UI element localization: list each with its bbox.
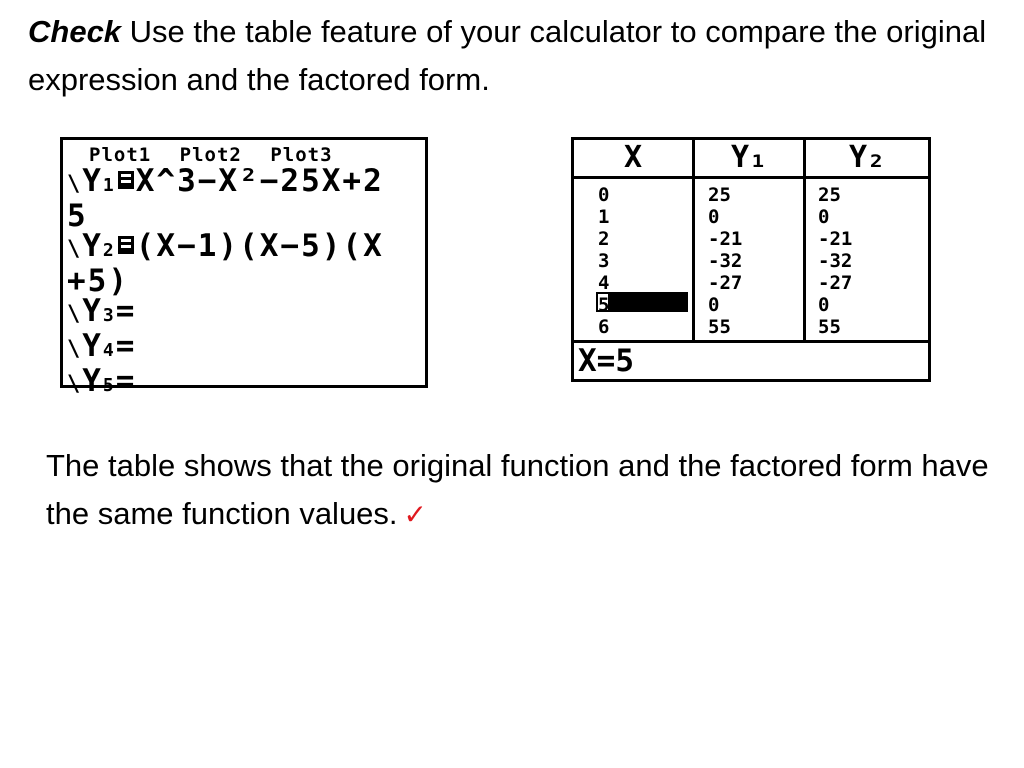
y2-value: -21 [818, 228, 853, 250]
y-var-subscript: 4 [102, 340, 116, 361]
y1-value: -27 [708, 272, 743, 294]
equation-line [67, 263, 425, 299]
column-divider [692, 140, 695, 340]
y1-column-header: Y₁ [730, 140, 768, 175]
y1-value: -21 [708, 228, 743, 250]
x-value: 6 [598, 316, 610, 338]
y-var-label: Y [82, 363, 103, 399]
selected-equals-icon [118, 236, 134, 254]
y-var-label: Y [82, 293, 103, 329]
equation-expression: 5 [67, 198, 88, 234]
heading-bold: Check [28, 14, 122, 49]
y2-value: 55 [818, 316, 841, 338]
column-divider [803, 140, 806, 340]
table-screen [571, 137, 931, 382]
equation-expression: +5) [67, 263, 129, 299]
conclusion-text: The table shows that the original function and the factored form have the same function values. [46, 448, 989, 531]
y-var-label: Y [82, 328, 103, 364]
style-icon: \ [67, 372, 83, 397]
equation-list [67, 163, 425, 401]
style-icon: \ [67, 237, 83, 262]
x-column [598, 184, 609, 338]
y1-value: 55 [708, 316, 731, 338]
y2-value: 0 [818, 294, 830, 316]
y-var-subscript: 5 [102, 375, 116, 396]
selected-equals-icon [118, 171, 134, 189]
equation-line [67, 163, 425, 201]
equation-expression: = [115, 328, 137, 364]
y-var-subscript: 1 [102, 175, 116, 196]
equation-line [67, 293, 425, 331]
heading [28, 8, 998, 104]
heading-text: Use the table feature of your calculator to compare the original expression and the factored form. [28, 14, 987, 97]
equation-expression: X^3−X²−25X+2 [135, 163, 384, 199]
equation-expression: (X−1)(X−5)(X [135, 228, 384, 264]
equation-line [67, 328, 425, 366]
style-icon: \ [67, 172, 83, 197]
y-var-subscript: 2 [102, 240, 116, 261]
y-var-subscript: 3 [102, 305, 116, 326]
plot1-label: Plot1 [89, 144, 152, 166]
y-editor-screen [60, 137, 428, 399]
checkmark-icon: ✓ [403, 499, 428, 530]
plot2-label: Plot2 [179, 144, 242, 166]
equation-line [67, 198, 425, 234]
y1-value: 0 [708, 294, 720, 316]
y2-column-header: Y₂ [848, 140, 886, 175]
y2-value: -32 [818, 250, 853, 272]
style-icon: \ [67, 302, 83, 327]
equation-line [67, 363, 425, 401]
x-value: 3 [598, 250, 610, 272]
y2-value: -27 [818, 272, 853, 294]
y1-column [708, 184, 742, 338]
y-var-label: Y [82, 228, 103, 264]
x-column-header: X [623, 140, 643, 175]
plot3-label: Plot3 [270, 144, 333, 166]
equation-expression: = [115, 363, 137, 399]
x-value: 5 [598, 294, 610, 316]
y1-value: 25 [708, 184, 731, 206]
y-var-label: Y [82, 163, 103, 199]
equation-expression: = [115, 293, 137, 329]
y2-column [818, 184, 852, 338]
y2-value: 25 [818, 184, 841, 206]
header-divider [574, 176, 928, 179]
x-value: 4 [598, 272, 610, 294]
y1-value: 0 [708, 206, 720, 228]
y2-value: 0 [818, 206, 830, 228]
x-value: 1 [598, 206, 610, 228]
x-value: 2 [598, 228, 610, 250]
x-value: 0 [598, 184, 610, 206]
status-line: X=5 [578, 343, 634, 379]
style-icon: \ [67, 337, 83, 362]
conclusion [46, 442, 1006, 539]
equation-line [67, 228, 425, 266]
y1-value: -32 [708, 250, 743, 272]
